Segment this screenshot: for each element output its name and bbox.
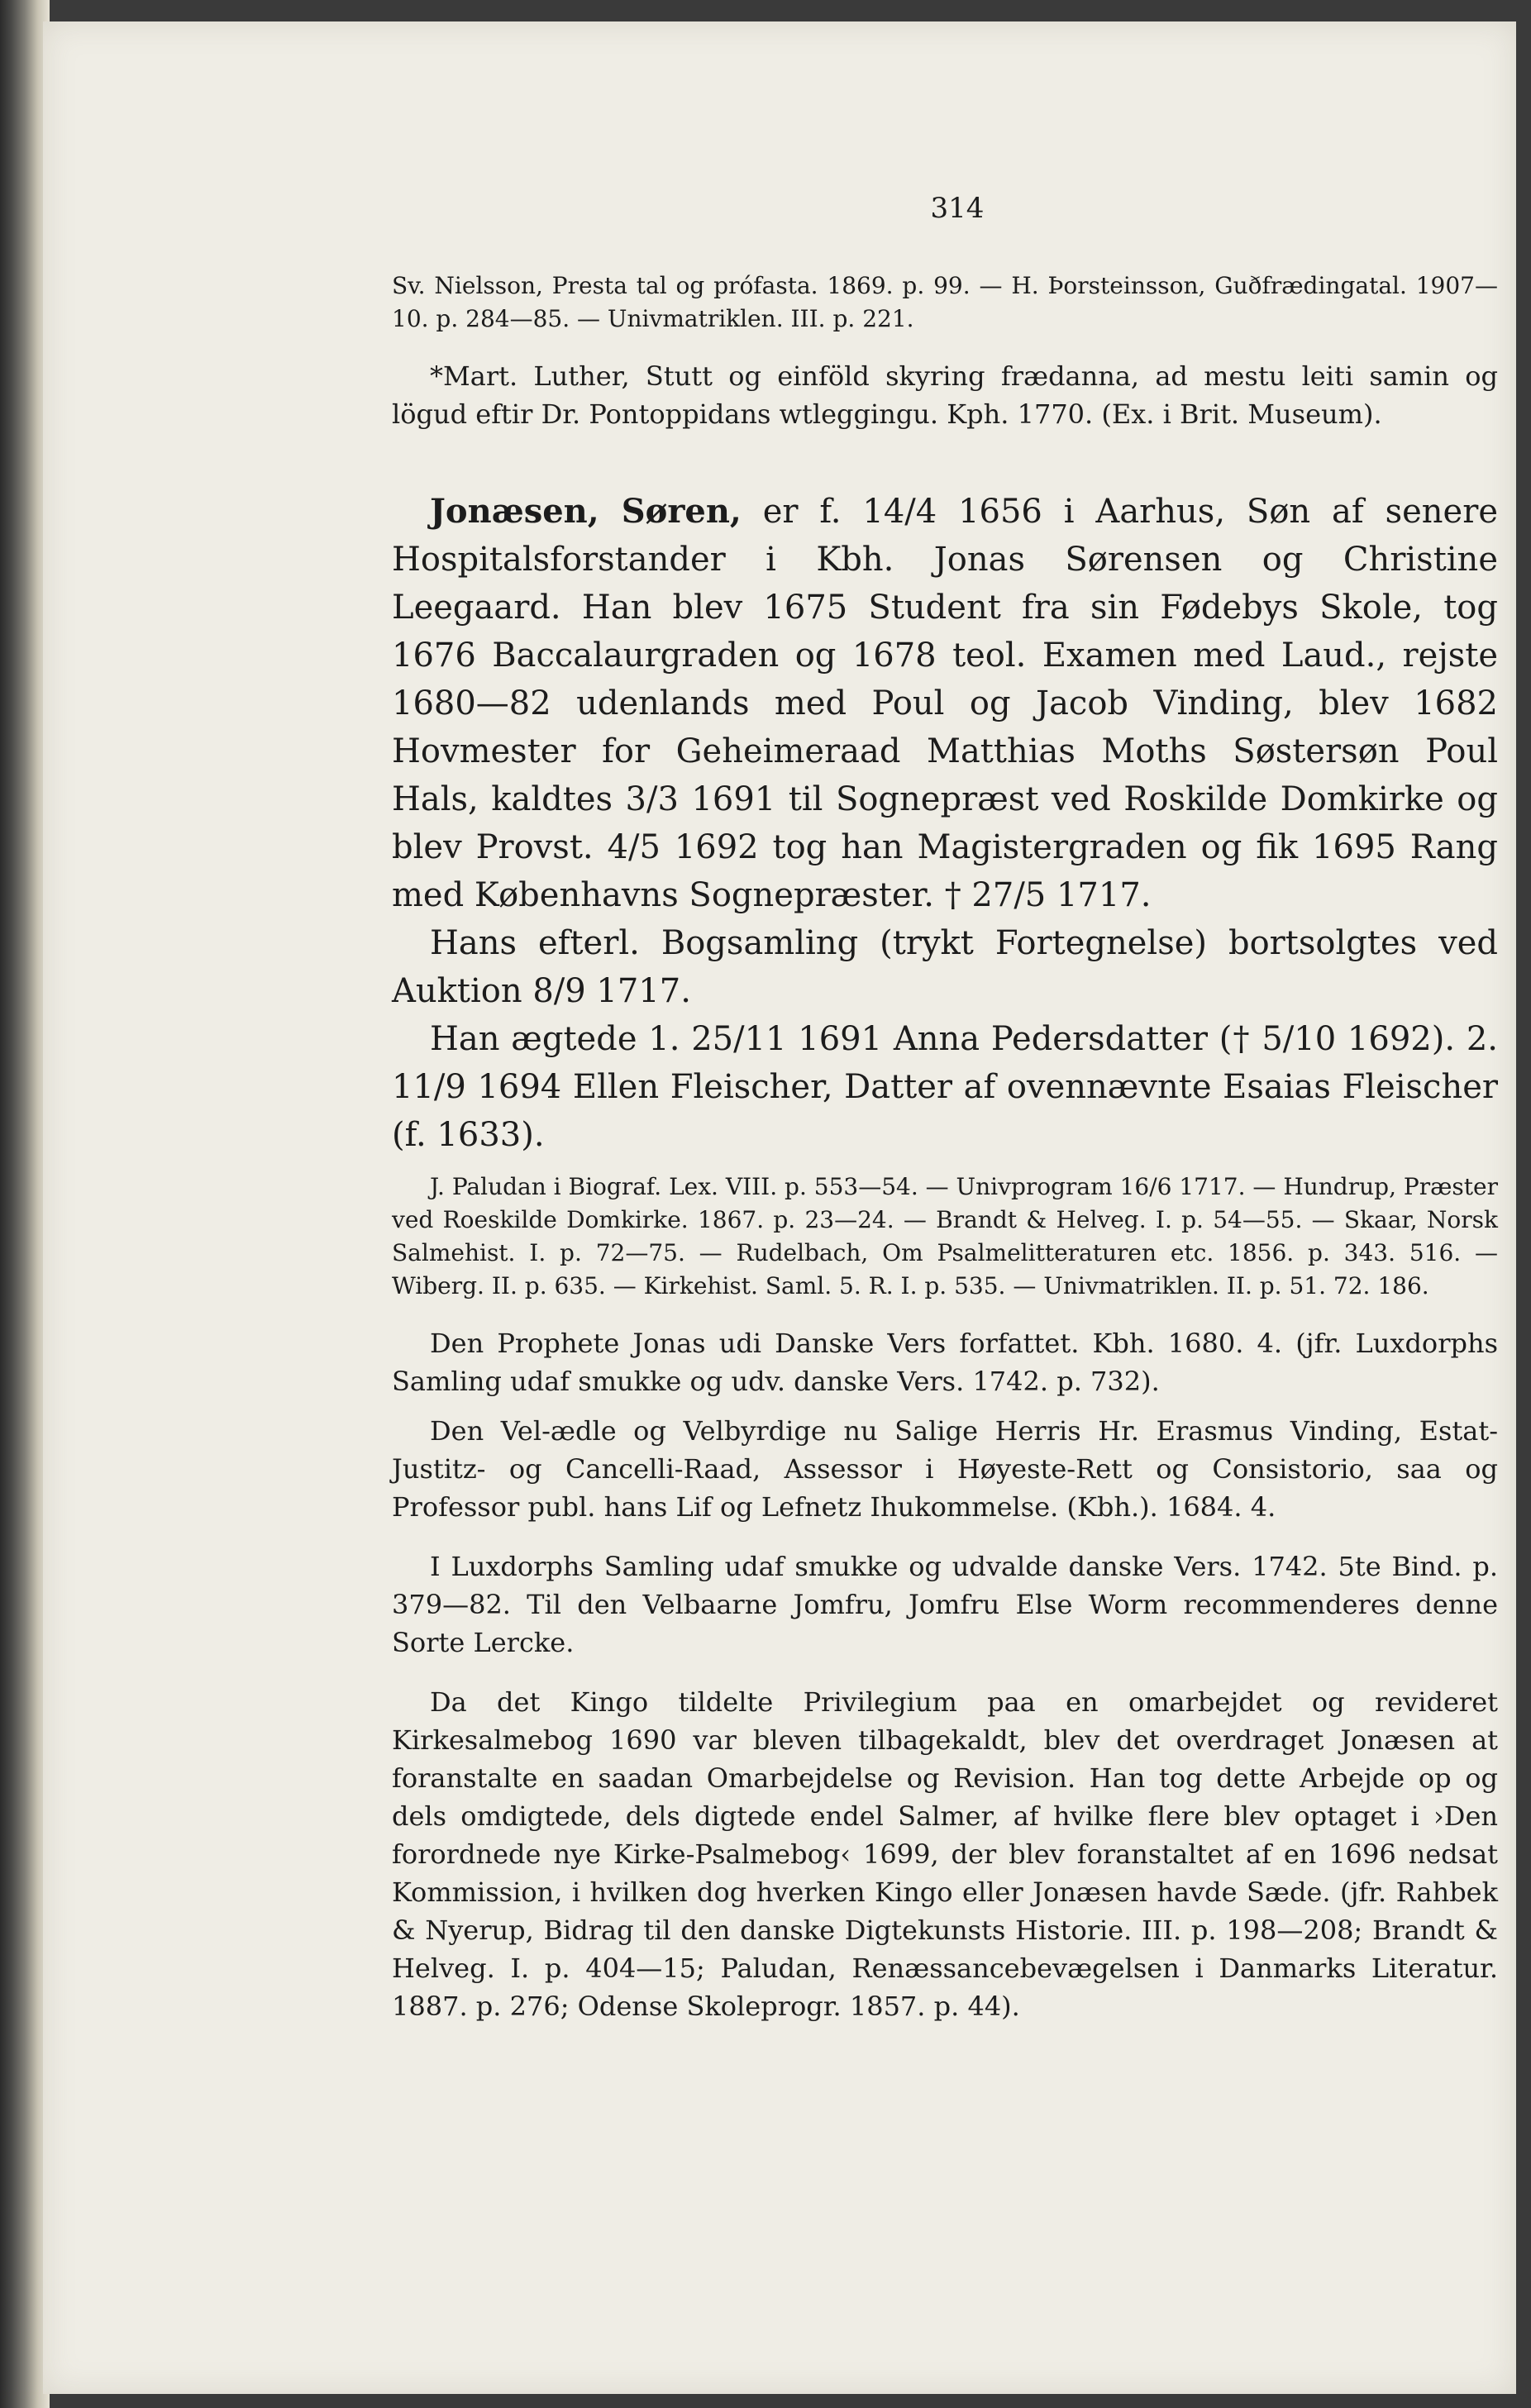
entry-marriage: Han ægtede 1. 25/11 1691 Anna Pedersdatter († 5/10 1692). 2. 11/9 1694 Ellen Fleischer, Datter af ovennævnte Esaias Fleischer (f. 1633). <box>392 1020 1498 1154</box>
page-content <box>392 192 1498 2025</box>
reference-top: Sv. Nielsson, Presta tal og prófasta. 1869. p. 99. — H. Þorsteinsson, Guðfrædingatal. 1907—10. p. 284—85. — Univmatriklen. III. p. 221. <box>392 272 1498 332</box>
work-item: Den Vel-ædle og Velbyrdige nu Salige Herris Hr. Erasmus Vinding, Estat- Justitz- og Cancelli-Raad, Assessor i Høyeste-Rett og Consistorio, saa og Professor publ. hans Lif og Lefnetz Ihukommelse. (Kbh.). 1684. 4. <box>392 1415 1498 1523</box>
kingo-note: Da det Kingo tildelte Privilegium paa en omarbejdet og revideret Kirkesalmebog 1690 var bleven tilbagekaldt, blev det overdraget Jonæsen at foranstalte en saadan Omarbejdelse og Revision. Han tog dette Arbejde op og dels omdigtede, dels digtede endel Salmer, af hvilke flere blev optaget i ›Den forordnede nye Kirke-Psalmebog‹ 1699, der blev foranstaltet af en 1696 nedsat Kommission, i hvilken dog hverken Kingo eller Jonæsen havde Sæde. (jfr. Rahbek & Nyerup, Bidrag til den danske Digtekunsts Historie. III. p. 198—208; Brandt & Helveg. I. p. 404—15; Paludan, Renæssancebevægelsen i Danmarks Literatur. 1887. p. 276; Odense Skoleprogr. 1857. p. 44). <box>392 1686 1498 2022</box>
work-item: Den Prophete Jonas udi Danske Vers forfattet. Kbh. 1680. 4. (jfr. Luxdorphs Samling udaf smukke og udv. danske Vers. 1742. p. 732). <box>392 1328 1498 1397</box>
entry-bio-text: er f. 14/4 1656 i Aarhus, Søn af senere Hospitalsforstander i Kbh. Jonas Sørensen og Christine Leegaard. Han blev 1675 Student fra sin Fødebys Skole, tog 1676 Baccalaurgraden og 1678 teol. Examen med Laud., rejste 1680—82 udenlands med Poul og Jacob Vinding, blev 1682 Hovmester for Geheimeraad Matthias Moths Søstersøn Poul Hals, kaldtes 3/3 1691 til Sognepræst ved Roskilde Domkirke og blev Provst. 4/5 1692 tog han Magistergraden og fik 1695 Rang med Københavns Sognepræster. † 27/5 1717. <box>392 493 1499 914</box>
entry-name: Jonæsen, Søren, <box>430 492 742 531</box>
book-binding-edge <box>0 0 50 2408</box>
entry-references: J. Paludan i Biograf. Lex. VIII. p. 553—54. — Univprogram 16/6 1717. — Hundrup, Præster ved Roeskilde Domkirke. 1867. p. 23—24. — Brandt & Helveg. I. p. 54—55. — Skaar, Norsk Salmehist. I. p. 72—75. — Rudelbach, Om Psalmelitteraturen etc. 1856. p. 343. 516. — Wiberg. II. p. 635. — Kirkehist. Saml. 5. R. I. p. 535. — Univmatriklen. II. p. 51. 72. 186. <box>392 1173 1498 1299</box>
page-number: 314 <box>930 192 985 225</box>
book-page <box>43 21 1516 2394</box>
luther-entry: *Mart. Luther, Stutt og einföld skyring frædanna, ad mestu leiti samin og lögud eftir Dr. Pontoppidans wtleggingu. Kph. 1770. (Ex. i Brit. Museum). <box>392 360 1498 430</box>
entry-library: Hans efterl. Bogsamling (trykt Fortegnelse) bortsolgtes ved Auktion 8/9 1717. <box>392 924 1498 1010</box>
work-item: I Luxdorphs Samling udaf smukke og udvalde danske Vers. 1742. 5te Bind. p. 379—82. Til den Velbaarne Jomfru, Jomfru Else Worm recommenderes denne Sorte Lercke. <box>392 1551 1498 1658</box>
entry-biography <box>392 488 1498 919</box>
